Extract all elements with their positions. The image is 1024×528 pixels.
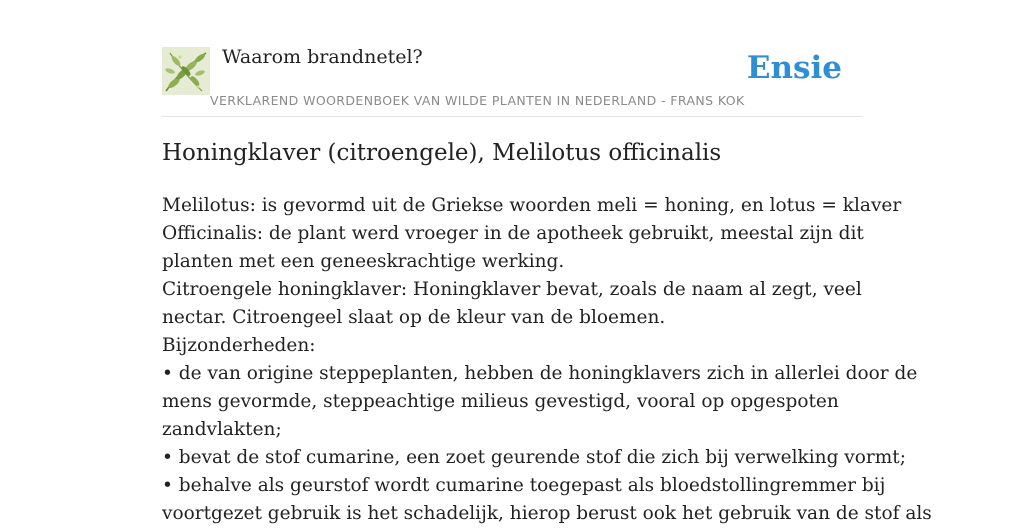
entry-line: Officinalis: de plant werd vroeger in de apotheek gebruikt, meestal zijn dit bbox=[162, 223, 864, 244]
entry-line: zandvlakten; bbox=[162, 419, 282, 440]
entry-line: • bevat de stof cumarine, een zoet geurende stof die zich bij verwelking vormt; bbox=[162, 447, 906, 468]
entry-line: Melilotus: is gevormd uit de Griekse woorden meli = honing, en lotus = klaver bbox=[162, 195, 902, 216]
book-title[interactable]: Waarom brandnetel? bbox=[222, 46, 423, 68]
entry-line: • de van origine steppeplanten, hebben de honingklavers zich in allerlei door de bbox=[162, 363, 918, 384]
ensie-logo[interactable]: Ensie bbox=[746, 50, 842, 86]
plant-icon bbox=[162, 47, 210, 95]
entry-line: Bijzonderheden: bbox=[162, 335, 316, 356]
entry-line: voortgezet gebruik is het schadelijk, hierop berust ook het gebruik van de stof als bbox=[162, 503, 932, 524]
entry-line: planten met een geneeskrachtige werking. bbox=[162, 251, 565, 272]
entry-body bbox=[162, 192, 932, 528]
entry-title: Honingklaver (citroengele), Melilotus officinalis bbox=[162, 140, 722, 166]
entry-line: • behalve als geurstof wordt cumarine toegepast als bloedstollingremmer bij bbox=[162, 475, 886, 496]
entry-line: nectar. Citroengeel slaat op de kleur van de bloemen. bbox=[162, 307, 666, 328]
book-header bbox=[162, 44, 862, 117]
entry-line: Citroengele honingklaver: Honingklaver bevat, zoals de naam al zegt, veel bbox=[162, 279, 862, 300]
book-subtitle[interactable]: VERKLAREND WOORDENBOEK VAN WILDE PLANTEN IN NEDERLAND - FRANS KOK bbox=[210, 93, 745, 108]
book-avatar[interactable] bbox=[162, 47, 210, 95]
entry-line: mens gevormde, steppeachtige milieus gevestigd, vooral op opgespoten bbox=[162, 391, 839, 412]
